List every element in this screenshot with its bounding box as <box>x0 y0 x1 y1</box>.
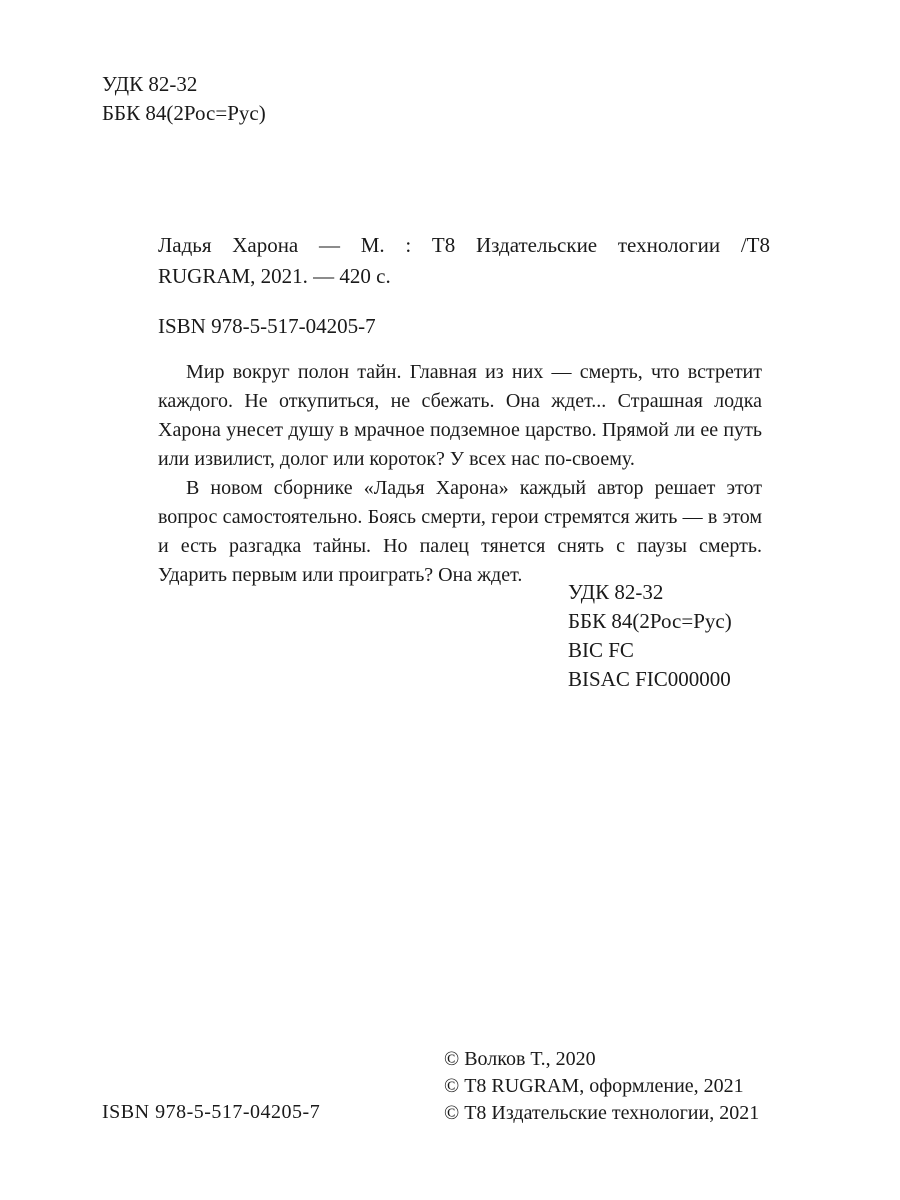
isbn-bottom: ISBN 978-5-517-04205-7 <box>102 1101 321 1123</box>
isbn-main: ISBN 978-5-517-04205-7 <box>158 314 376 338</box>
classification-bbk: ББК 84(2Рос=Рус) <box>568 609 732 633</box>
classification-bisac: BISAC FIC000000 <box>568 667 731 691</box>
classification-codes <box>568 578 732 694</box>
citation-line-2: RUGRAM, 2021. — 420 с. <box>158 264 391 288</box>
citation-line-1: Ладья Харона — М. : Т8 Издательские технологии /Т8 <box>158 233 770 257</box>
classification-bic: BIC FC <box>568 638 634 662</box>
copyright-publisher: © Т8 Издательские технологии, 2021 <box>444 1102 760 1124</box>
udk-code: УДК 82-32 <box>102 72 198 96</box>
annotation-paragraph-1: Мир вокруг полон тайн. Главная из них — смерть, что встретит каждого. Не откупиться, не сбежать. Она ждет... Страшная лодка Харона унесет душу в мрачное подземное царство. Прямой ли ее путь или извилист, долог или короток? У всех нас по-своему. <box>158 361 762 470</box>
bbk-code: ББК 84(2Рос=Рус) <box>102 101 266 125</box>
bibliographic-citation <box>158 230 770 292</box>
header-codes <box>102 70 266 128</box>
classification-udk: УДК 82-32 <box>568 580 664 604</box>
copyright-block <box>444 1046 759 1127</box>
annotation <box>158 358 762 590</box>
copyright-author: © Волков Т., 2020 <box>444 1048 596 1070</box>
annotation-paragraph-2: В новом сборнике «Ладья Харона» каждый автор решает этот вопрос самостоятельно. Боясь смерти, герои стремятся жить — в этом и есть разгадка тайны. Но палец тянется снять с паузы смерть. Ударить первым или проиграть? Она ждет. <box>158 477 762 586</box>
copyright-design: © Т8 RUGRAM, оформление, 2021 <box>444 1075 744 1097</box>
